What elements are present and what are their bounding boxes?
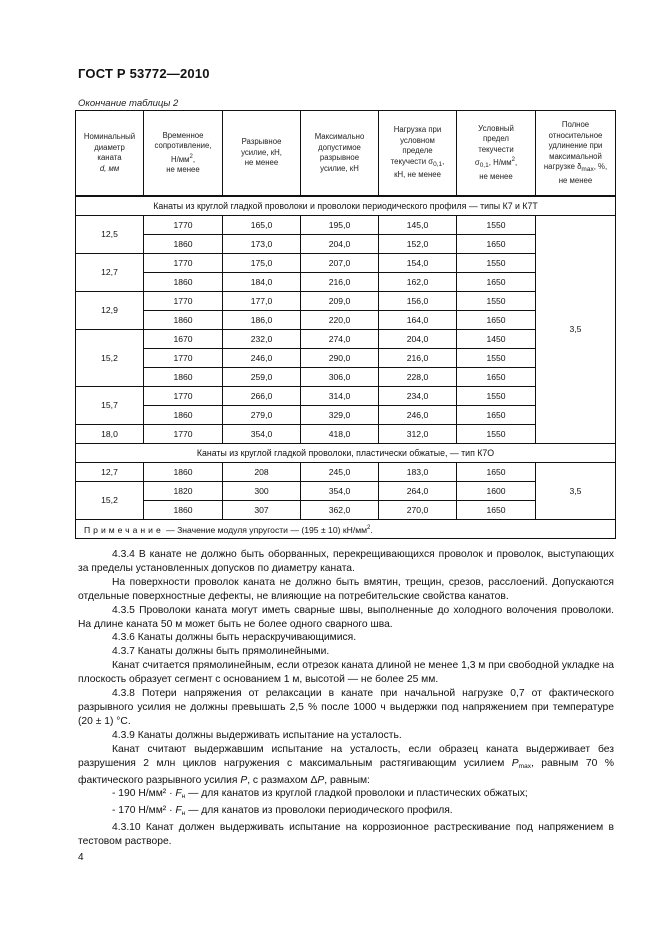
cell-strength: 1860 [144, 406, 223, 425]
cell-diameter: 15,2 [76, 482, 144, 520]
cell-yield-load: 156,0 [379, 292, 457, 311]
paragraph-4-3-4: 4.3.4 В канате не должно быть оборванных, перекрещивающихся проволок и проволок, выступающих за пределы установленных допусков по диаметру каната. [78, 549, 614, 574]
cell-strength: 1860 [144, 463, 223, 482]
cell-yield: 1550 [457, 292, 536, 311]
cell-yield: 1600 [457, 482, 536, 501]
cell-yield: 1550 [457, 387, 536, 406]
cell-yield: 1550 [457, 425, 536, 444]
cell-max-break: 329,0 [301, 406, 379, 425]
table-caption: Окончание таблицы 2 [78, 98, 179, 109]
paragraph-straightness: Канат считается прямолинейным, если отрезок каната длиной не менее 1,3 м при свободной укладке на плоскость образует сегмент с основанием 1 м, высотой — не более 25 мм. [78, 660, 614, 686]
cell-break: 186,0 [223, 311, 301, 330]
cell-break: 266,0 [223, 387, 301, 406]
cell-max-break: 290,0 [301, 349, 379, 368]
cell-yield: 1650 [457, 406, 536, 425]
table-row [76, 406, 616, 425]
table-note: Примечание — Значение модуля упругости — (195 ± 10) $кН/мм^2$. [76, 520, 616, 539]
cell-yield-load: 152,0 [379, 235, 457, 254]
paragraph-fatigue: Канат считают выдержавшим испытание на усталость, если образец каната выдерживает без разрушения 2 млн циклов нагружения с максимальным растягивающим усилием $P_{max}$, равным 70 % фактического разрывного усилия P, с размахом ΔP, равным: [78, 743, 614, 786]
paragraph-surface: На поверхности проволок каната не должно быть вмятин, трещин, срезов, расслоений. Допускаются отдельные поверхностные дефекты, не влияющие на потребительские свойства канатов. [78, 576, 614, 602]
cell-yield: 1450 [457, 330, 536, 349]
paragraph-4-3-5: 4.3.5 Проволоки каната могут иметь сварные швы, выполненные до холодного волочения проволоки. На длине каната 50 м может быть не более одного сварного шва. [78, 604, 614, 630]
paragraph-4-3-6: 4.3.6 Канаты должны быть нераскручивающимися. [112, 632, 357, 644]
cell-strength: 1770 [144, 425, 223, 444]
cell-yield-load: 312,0 [379, 425, 457, 444]
cell-diameter: 18,0 [76, 425, 144, 444]
table-row [76, 311, 616, 330]
cell-strength: 1670 [144, 330, 223, 349]
note-label: Примечание [84, 524, 164, 535]
table-row [76, 254, 616, 273]
section-title-k7o: Канаты из круглой гладкой проволоки, пластически обжатые, — тип К7О [76, 444, 616, 463]
cell-break: 175,0 [223, 254, 301, 273]
specification-table [75, 110, 616, 539]
table-row [76, 463, 616, 482]
cell-yield-load: 216,0 [379, 349, 457, 368]
cell-max-break: 314,0 [301, 387, 379, 406]
cell-yield: 1650 [457, 463, 536, 482]
cell-strength: 1770 [144, 292, 223, 311]
table-row [76, 349, 616, 368]
cell-break: 259,0 [223, 368, 301, 387]
table-row [76, 425, 616, 444]
cell-diameter: 15,2 [76, 330, 144, 387]
cell-break: 279,0 [223, 406, 301, 425]
cell-yield-load: 162,0 [379, 273, 457, 292]
cell-strength: 1860 [144, 368, 223, 387]
col-header-tensile-strength: Временное сопротивление, $Н/мм^2$, не менее [144, 111, 223, 197]
col-header-breaking-force: Разрывное усилие, кН, не менее [223, 111, 301, 197]
cell-max-break: 245,0 [301, 463, 379, 482]
table-row [76, 330, 616, 349]
cell-diameter: 12,7 [76, 463, 144, 482]
paragraph-4-3-10: 4.3.10 Канат должен выдерживать испытание на коррозионное растрескивание под напряжением в тестовом растворе. [78, 822, 614, 848]
cell-yield: 1650 [457, 368, 536, 387]
cell-break: 300 [223, 482, 301, 501]
cell-yield: 1650 [457, 235, 536, 254]
cell-max-break: 354,0 [301, 482, 379, 501]
cell-yield-load: 234,0 [379, 387, 457, 406]
cell-elongation-k7o: 3,5 [536, 463, 616, 520]
cell-max-break: 204,0 [301, 235, 379, 254]
table-row [76, 387, 616, 406]
cell-diameter: 12,9 [76, 292, 144, 330]
cell-elongation-k7: 3,5 [536, 216, 616, 444]
cell-yield-load: 246,0 [379, 406, 457, 425]
cell-break: 246,0 [223, 349, 301, 368]
table-row [76, 368, 616, 387]
table-row [76, 482, 616, 501]
cell-diameter: 12,5 [76, 216, 144, 254]
cell-yield-load: 183,0 [379, 463, 457, 482]
cell-max-break: 209,0 [301, 292, 379, 311]
list-item: - 170 $Н/мм^2 \cdot F_н$ — для канатов из проволоки периодического профиля. [112, 805, 453, 818]
cell-max-break: 274,0 [301, 330, 379, 349]
table-row [76, 501, 616, 520]
body-text [78, 548, 614, 849]
cell-max-break: 216,0 [301, 273, 379, 292]
cell-max-break: 195,0 [301, 216, 379, 235]
cell-yield: 1650 [457, 273, 536, 292]
cell-yield-load: 154,0 [379, 254, 457, 273]
cell-max-break: 362,0 [301, 501, 379, 520]
paragraph-4-3-9: 4.3.9 Канаты должны выдерживать испытание на усталость. [112, 729, 402, 741]
document-header: ГОСТ Р 53772—2010 [78, 66, 210, 81]
col-header-diameter: Номинальный диаметр каната d, мм [76, 111, 144, 197]
cell-break: 354,0 [223, 425, 301, 444]
table-row [76, 273, 616, 292]
cell-max-break: 220,0 [301, 311, 379, 330]
table-header-row [76, 111, 616, 197]
cell-break: 184,0 [223, 273, 301, 292]
cell-strength: 1770 [144, 349, 223, 368]
cell-break: 232,0 [223, 330, 301, 349]
cell-yield: 1550 [457, 254, 536, 273]
cell-max-break: 207,0 [301, 254, 379, 273]
cell-yield: 1550 [457, 216, 536, 235]
cell-strength: 1860 [144, 501, 223, 520]
cell-max-break: 418,0 [301, 425, 379, 444]
cell-max-break: 306,0 [301, 368, 379, 387]
cell-yield-load: 164,0 [379, 311, 457, 330]
col-header-yield-load: Нагрузка при условном пределе текучести $\sigma_{0,1}$, кН, не менее [379, 111, 457, 197]
section-title-k7: Канаты из круглой гладкой проволоки и проволоки периодического профиля — типы К7 и К7Т [76, 196, 616, 216]
cell-diameter: 15,7 [76, 387, 144, 425]
cell-break: 173,0 [223, 235, 301, 254]
page-number: 4 [78, 852, 84, 863]
paragraph-4-3-8: 4.3.8 Потери напряжения от релаксации в канате при начальной нагрузке 0,7 от фактического разрывного усилия не должны превышать 2,5 % после 1000 ч выдержки под напряжением при температуре (20 ± 1) °С. [78, 688, 614, 727]
cell-break: 307 [223, 501, 301, 520]
cell-break: 208 [223, 463, 301, 482]
col-header-yield-strength: Условный предел текучести $\sigma_{0,1}$, $Н/мм^2$, не менее [457, 111, 536, 197]
cell-strength: 1860 [144, 311, 223, 330]
cell-strength: 1770 [144, 254, 223, 273]
cell-break: 165,0 [223, 216, 301, 235]
table-row [76, 216, 616, 235]
cell-yield: 1650 [457, 501, 536, 520]
cell-strength: 1820 [144, 482, 223, 501]
cell-yield-load: 145,0 [379, 216, 457, 235]
cell-strength: 1770 [144, 387, 223, 406]
col-header-max-breaking-force: Максимально допустимое разрывное усилие, кН [301, 111, 379, 197]
cell-yield-load: 228,0 [379, 368, 457, 387]
cell-break: 177,0 [223, 292, 301, 311]
col-header-elongation: Полное относительное удлинение при максимальной нагрузке $\delta_{max}$, %, не менее [536, 111, 616, 197]
cell-yield: 1550 [457, 349, 536, 368]
cell-yield-load: 270,0 [379, 501, 457, 520]
list-item: - 190 $Н/мм^2 \cdot F_н$ — для канатов из круглой гладкой проволоки и пластических обжатых; [112, 788, 528, 801]
table-row [76, 235, 616, 254]
paragraph-4-3-7: 4.3.7 Канаты должны быть прямолинейными. [112, 646, 330, 658]
cell-yield: 1650 [457, 311, 536, 330]
table-row [76, 292, 616, 311]
cell-strength: 1860 [144, 273, 223, 292]
cell-strength: 1860 [144, 235, 223, 254]
cell-strength: 1770 [144, 216, 223, 235]
cell-yield-load: 204,0 [379, 330, 457, 349]
cell-yield-load: 264,0 [379, 482, 457, 501]
cell-diameter: 12,7 [76, 254, 144, 292]
